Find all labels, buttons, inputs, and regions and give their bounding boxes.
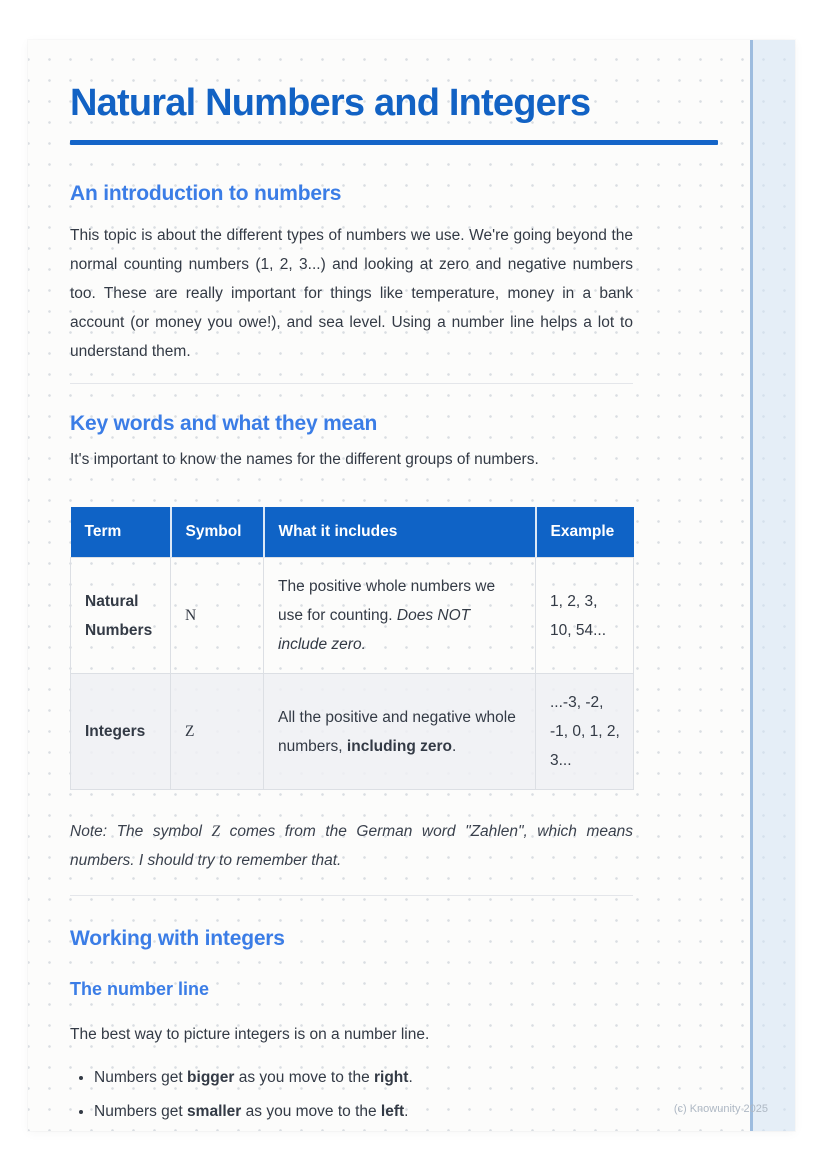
bullet-text: . xyxy=(404,1103,409,1120)
table-row-natural-numbers xyxy=(71,558,634,674)
term-cell: Integers xyxy=(71,674,171,790)
example-cell: ...-3, -2, -1, 0, 1, 2, 3... xyxy=(536,674,634,790)
includes-text: All the positive and negative whole numbers, xyxy=(278,708,516,755)
list-item xyxy=(94,1063,633,1092)
symbol-cell: Z xyxy=(171,674,264,790)
numberline-bullet-list xyxy=(70,1063,633,1126)
section-heading-keywords: Key words and what they mean xyxy=(70,412,378,435)
section-divider xyxy=(70,383,633,384)
includes-text-bold: including zero xyxy=(346,737,452,755)
note-paragraph xyxy=(70,817,633,875)
bullet-bold-word: right xyxy=(374,1069,409,1086)
includes-text-italic: Does NOT include zero. xyxy=(278,607,471,653)
note-text-start: Note: The symbol xyxy=(70,823,212,840)
column-header-symbol: Symbol xyxy=(171,507,264,558)
bullet-bold-word: smaller xyxy=(187,1103,242,1120)
intro-paragraph: This topic is about the different types of numbers we use. We're going beyond the normal counting numbers (1, 2, 3...) and looking at zero and negative numbers too. These are really important for things like temperature, money in a bank account (or money you owe!), and sea level. Using a number line helps a lot to understand them. xyxy=(70,227,633,360)
includes-cell xyxy=(264,558,536,674)
keywords-table-header xyxy=(71,507,634,558)
bullet-text: Numbers get xyxy=(94,1069,188,1086)
title-underline-rule xyxy=(70,140,718,145)
keywords-table xyxy=(70,507,634,790)
section-divider xyxy=(70,895,633,896)
page-content xyxy=(28,40,795,1131)
page-title: Natural Numbers and Integers xyxy=(70,82,591,124)
column-header-example: Example xyxy=(536,507,634,558)
copyright-watermark: (c) Knowunity 2025 xyxy=(673,1103,768,1115)
column-header-term: Term xyxy=(71,507,171,558)
note-z-symbol: Z xyxy=(211,823,221,840)
includes-text: The positive whole numbers we use for counting. xyxy=(278,578,496,624)
bullet-text: as you move to the xyxy=(234,1069,374,1086)
note-text-end: comes from the German word "Zahlen", which means numbers. I should try to remember that. xyxy=(70,823,633,869)
list-item xyxy=(94,1097,633,1126)
keywords-lead-text: It's important to know the names for the different groups of numbers. xyxy=(70,451,539,468)
subsection-heading-number-line: The number line xyxy=(70,979,210,999)
includes-text-end: . xyxy=(451,737,457,755)
includes-cell xyxy=(264,674,536,790)
notes-page xyxy=(28,40,795,1131)
bullet-bold-word: left xyxy=(380,1103,405,1120)
example-cell: 1, 2, 3, 10, 54... xyxy=(536,558,634,674)
bullet-text: as you move to the xyxy=(241,1103,381,1120)
content-column xyxy=(70,180,633,1126)
numberline-lead-text: The best way to picture integers is on a number line. xyxy=(70,1026,430,1043)
term-cell: Natural Numbers xyxy=(71,558,171,674)
section-heading-introduction: An introduction to numbers xyxy=(70,182,342,205)
bullet-bold-word: bigger xyxy=(187,1069,235,1086)
column-header-includes: What it includes xyxy=(264,507,536,558)
table-row-integers xyxy=(71,674,634,790)
bullet-text: Numbers get xyxy=(94,1103,188,1120)
bullet-text: . xyxy=(408,1069,413,1086)
section-heading-working-with-integers: Working with integers xyxy=(70,927,285,950)
symbol-cell: N xyxy=(171,558,264,674)
